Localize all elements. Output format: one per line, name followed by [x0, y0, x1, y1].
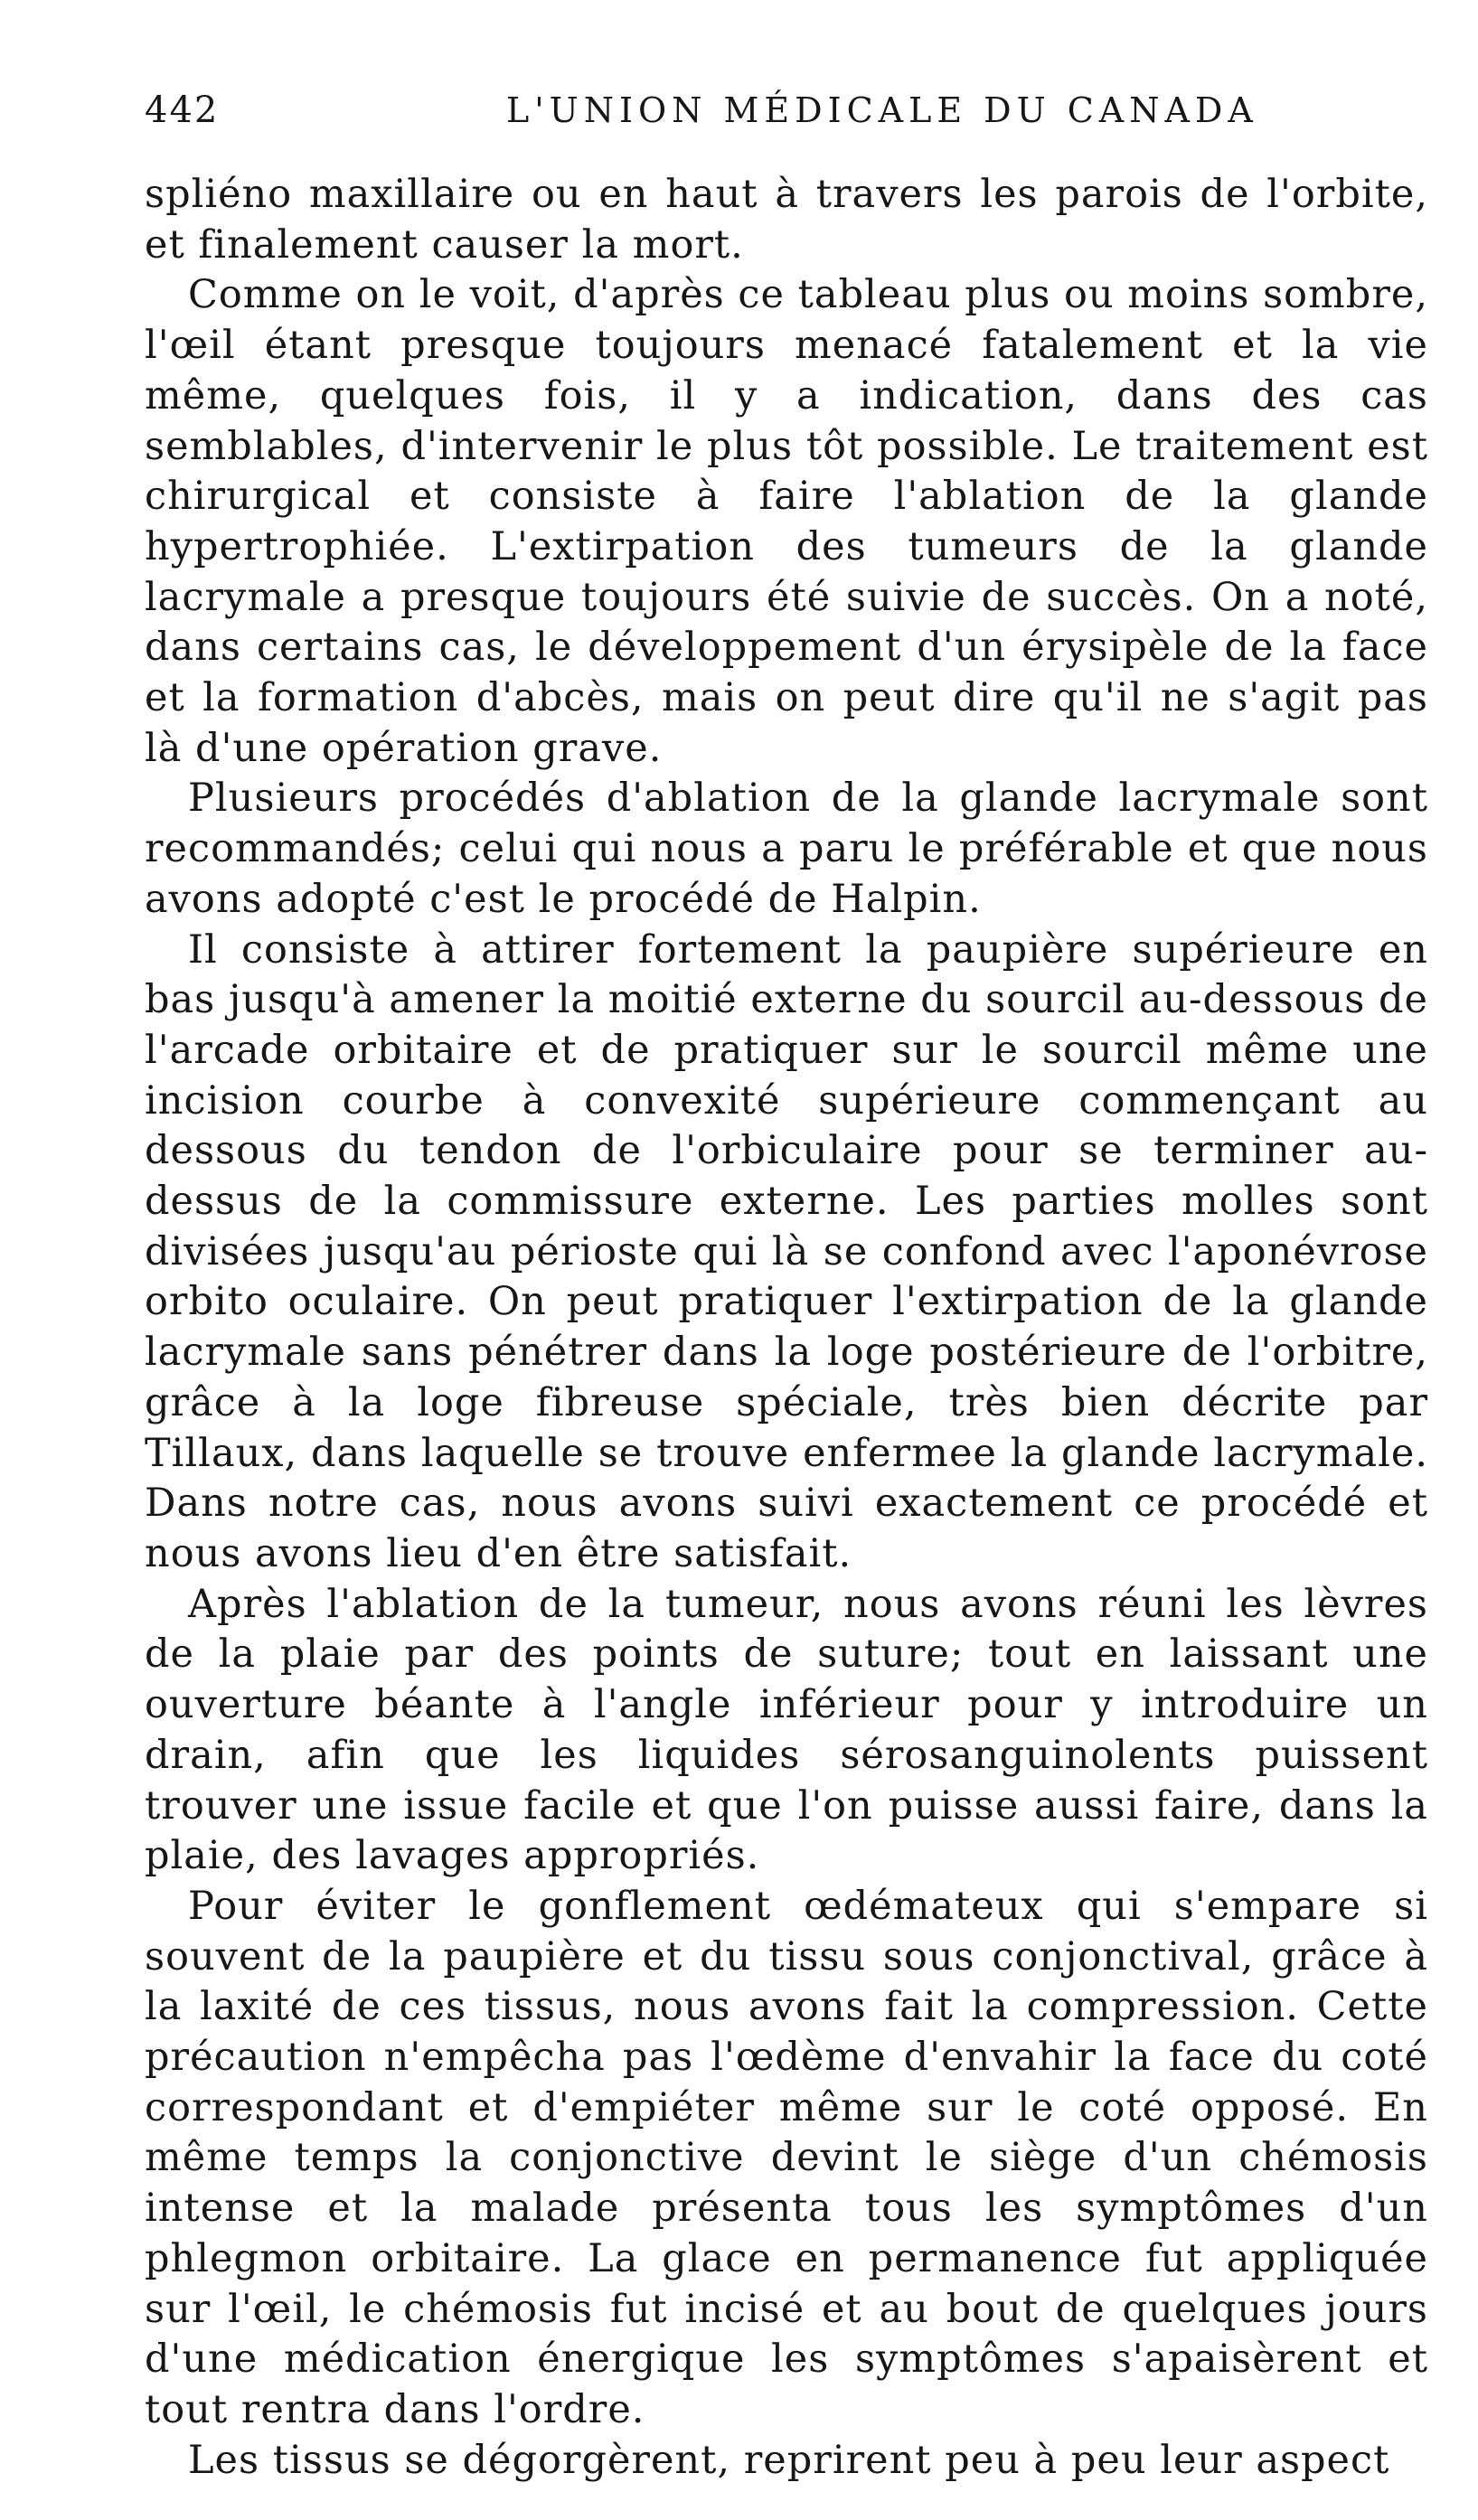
paragraph: Les tissus se dégorgèrent, reprirent peu à peu leur aspect — [188, 2437, 1390, 2483]
paragraph: spliéno maxillaire ou en haut à travers les parois de l'orbite, et finalement causer la mort. — [145, 172, 1428, 268]
page-number: 442 — [145, 89, 220, 131]
paragraph: Pour éviter le gonflement œdémateux qui s'empare si souvent de la paupière et du tissu sous conjonctival, grâce à la laxité de ces tissus, nous avons fait la compression. Cette précaution n'empêcha pas l'œdème d'envahir la face du coté correspondant et d'empiéter même sur le coté opposé. En même temps la conjonctive devint le siège d'un chémosis intense et la malade présenta tous les symptômes d'un phlegmon orbitaire. La glace en permanence fut appliquée sur l'œil, le chémosis fut incisé et au bout de quelques jours d'une médication énergique les symptômes s'apaisèrent et tout rentra dans l'ordre. — [145, 1883, 1428, 2432]
paragraph: Comme on le voit, d'après ce tableau plus ou moins sombre, l'œil étant presque toujours menacé fatalement et la vie même, quelques fois, il y a indication, dans des cas semblables, d'intervenir le plus tôt possible. Le traitement est chirurgical et consiste à faire l'ablation de la glande hypertrophiée. L'extirpation des tumeurs de la glande lacrymale a presque toujours été suivie de succès. On a noté, dans certains cas, le développement d'un érysipèle de la face et la formation d'abcès, mais on peut dire qu'il ne s'agit pas là d'une opération grave. — [145, 272, 1428, 771]
paragraph: Il consiste à attirer fortement la paupière supérieure en bas jusqu'à amener la moitié externe du sourcil au-dessous de l'arcade orbitaire et de pratiquer sur le sourcil même une incision courbe à convexité supérieure commençant au dessous du tendon de l'orbiculaire pour se terminer au-dessus de la commissure externe. Les parties molles sont divisées jusqu'au périoste qui là se confond avec l'aponévrose orbito oculaire. On peut pratiquer l'extirpation de la glande lacrymale sans pénétrer dans la loge postérieure de l'orbitre, grâce à la loge fibreuse spéciale, très bien décrite par Tillaux, dans laquelle se trouve enfermee la glande lacrymale. Dans notre cas, nous avons suivi exactement ce procédé et nous avons lieu d'en être satisfait. — [145, 926, 1428, 1576]
paragraph: Plusieurs procédés d'ablation de la glande lacrymale sont recommandés; celui qui nous a paru le préférable et que nous avons adopté c'est le procédé de Halpin. — [145, 776, 1428, 922]
paragraph: Après l'ablation de la tumeur, nous avons réuni les lèvres de la plaie par des points de suture; tout en laissant une ouverture béante à l'angle inférieur pour y introduire un drain, afin que les liquides sérosanguinolents puissent trouver une issue facile et que l'on puisse aussi faire, dans la plaie, des lavages appropriés. — [145, 1581, 1428, 1879]
page-header — [145, 83, 1356, 137]
body-text — [145, 170, 1428, 2486]
running-title: L'UNION MÉDICALE DU CANADA — [506, 90, 1258, 130]
